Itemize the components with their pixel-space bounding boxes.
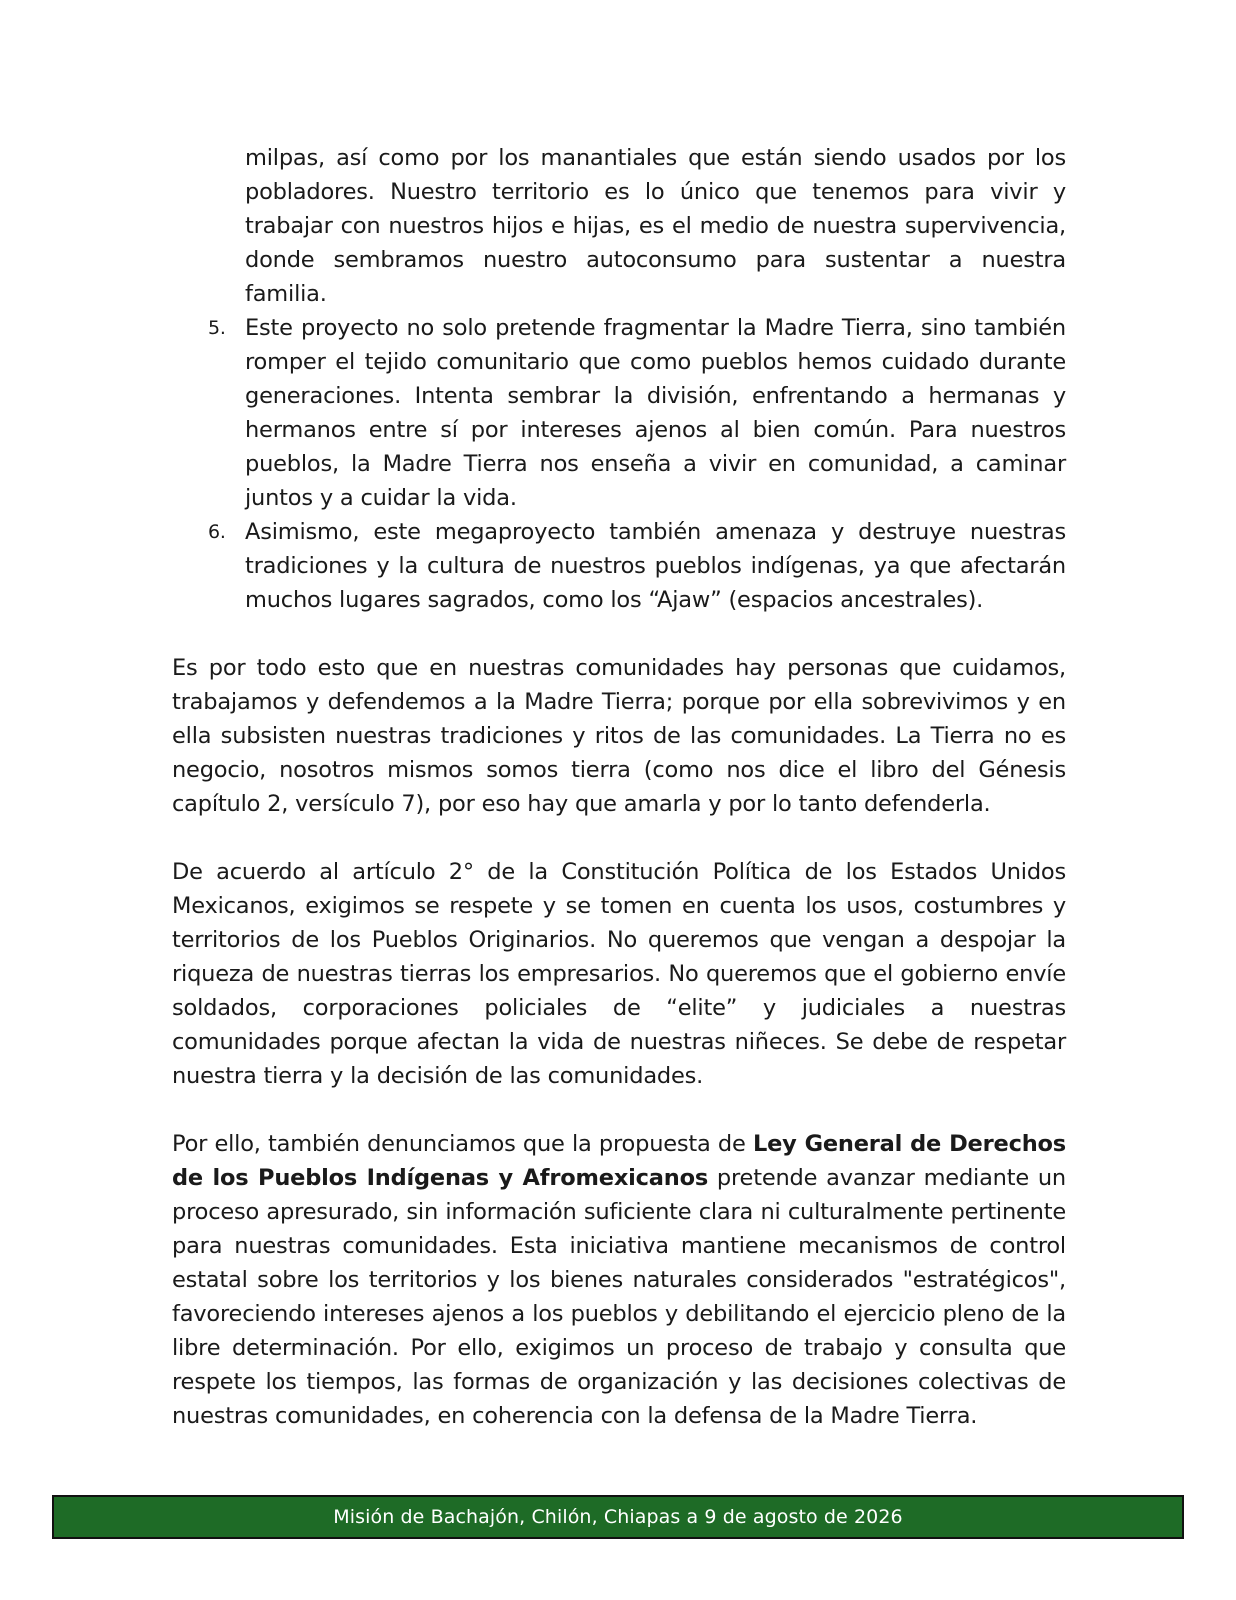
list-item-text: Asimismo, este megaproyecto también amenaza y destruye nuestras tradiciones y la cultura de nuestros pueblos indígenas, ya que afectarán muchos lugares sagrados, como los “Ajaw” (espacios ancestrales). — [245, 519, 1066, 613]
list-item-number: 6. — [208, 521, 226, 543]
list-item-number: 5. — [208, 317, 226, 339]
paragraph-intro-text: Por ello, también denunciamos que la propuesta de — [172, 1131, 753, 1157]
numbered-list — [172, 141, 1066, 617]
paragraph-rest-text: pretende avanzar mediante un proceso apresurado, sin información suficiente clara ni culturalmente pertinente para nuestras comunidades. Esta iniciativa mantiene mecanismos de control estatal sobre los territorios y los bienes naturales considerados "estratégicos", favoreciendo intereses ajenos a los pueblos y debilitando el ejercicio pleno de la libre determinación. Por ello, exigimos un proceso de trabajo y consulta que respete los tiempos, las formas de organización y las decisiones colectivas de nuestras comunidades, en coherencia con la defensa de la Madre Tierra. — [172, 1165, 1066, 1429]
list-item-text: Este proyecto no solo pretende fragmentar la Madre Tierra, sino también romper el tejido comunitario que como pueblos hemos cuidado durante generaciones. Intenta sembrar la división, enfrentando a hermanas y hermanos entre sí por intereses ajenos al bien común. Para nuestros pueblos, la Madre Tierra nos enseña a vivir en comunidad, a caminar juntos y a cuidar la vida. — [245, 315, 1066, 511]
paragraph-constitucion: De acuerdo al artículo 2° de la Constitución Política de los Estados Unidos Mexicanos, exigimos se respete y se tomen en cuenta los usos, costumbres y territorios de los Pueblos Originarios. No queremos que vengan a despojar la riqueza de nuestras tierras los empresarios. No queremos que el gobierno envíe soldados, corporaciones policiales de “elite” y judiciales a nuestras comunidades porque afectan la vida de nuestras niñeces. Se debe de respetar nuestra tierra y la decisión de las comunidades. — [172, 859, 1066, 1089]
spacer — [172, 617, 1066, 651]
paragraph-ley-general — [172, 1127, 1066, 1433]
footer-place-date: Misión de Bachajón, Chilón, Chiapas a 9 de agosto de 2026 — [333, 1506, 903, 1528]
spacer — [172, 1093, 1066, 1127]
footer-banner — [52, 1495, 1184, 1539]
list-item-text: milpas, así como por los manantiales que están siendo usados por los pobladores. Nuestro territorio es lo único que tenemos para vivir y trabajar con nuestros hijos e hijas, es el medio de nuestra supervivencia, donde sembramos nuestro autoconsumo para sustentar a nuestra familia. — [245, 145, 1066, 307]
document-body — [172, 141, 1066, 1433]
paragraph-madre-tierra: Es por todo esto que en nuestras comunidades hay personas que cuidamos, trabajamos y defendemos a la Madre Tierra; porque por ella sobrevivimos y en ella subsisten nuestras tradiciones y ritos de las comunidades. La Tierra no es negocio, nosotros mismos somos tierra (como nos dice el libro del Génesis capítulo 2, versículo 7), por eso hay que amarla y por lo tanto defenderla. — [172, 655, 1066, 817]
list-item-6 — [172, 515, 1066, 617]
spacer — [172, 821, 1066, 855]
list-item-continuation — [172, 141, 1066, 311]
list-item-5 — [172, 311, 1066, 515]
law-name-bold: Ley General de Derechos de los Pueblos Indígenas y Afromexicanos — [172, 1131, 1066, 1191]
